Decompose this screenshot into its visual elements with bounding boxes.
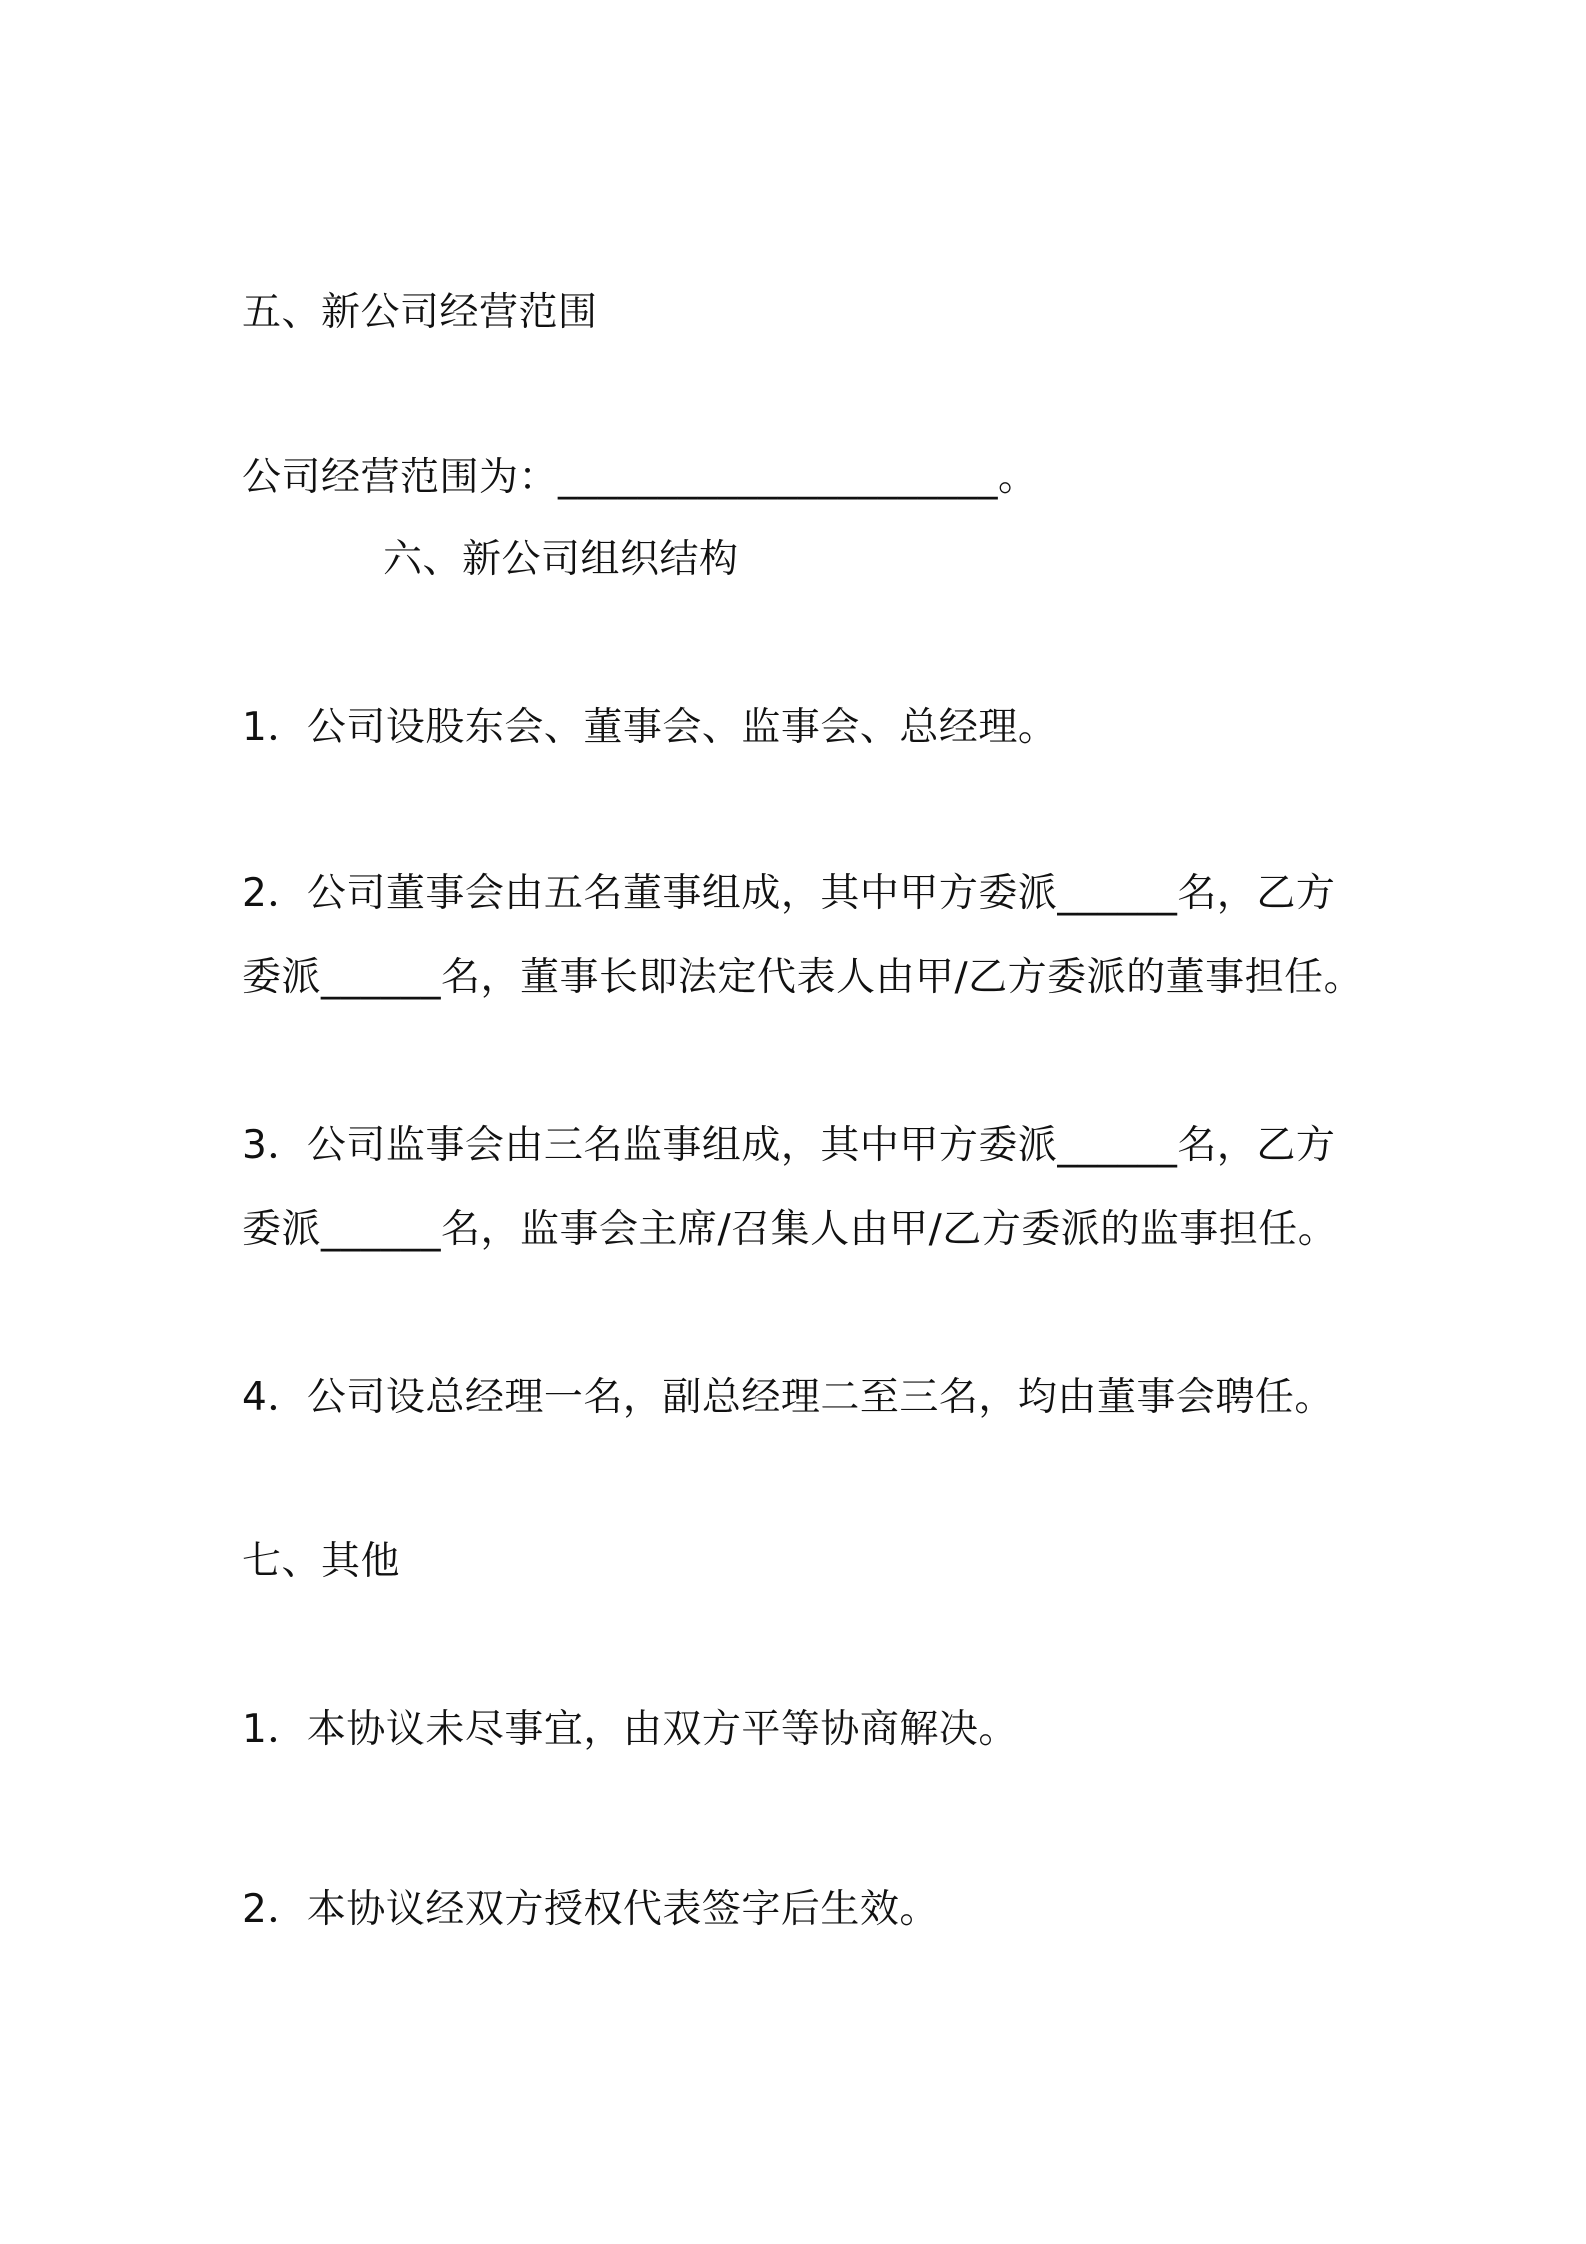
other-item-2: 2．本协议经双方授权代表签字后生效。 [242,1887,939,1932]
org-item-2-line-1: 2．公司董事会由五名董事组成，其中甲方委派______名，乙方 [242,871,1336,916]
org-item-3-line-2: 委派______名，监事会主席/召集人由甲/乙方委派的监事担任。 [242,1207,1338,1252]
section-5-heading: 五、新公司经营范围 [242,290,598,335]
other-item-1: 1．本协议未尽事宜，由双方平等协商解决。 [242,1707,1018,1752]
org-item-1: 1．公司设股东会、董事会、监事会、总经理。 [242,705,1058,750]
section-6-heading: 六、新公司组织结构 [383,537,739,582]
org-item-2-line-2: 委派______名，董事长即法定代表人由甲/乙方委派的董事担任。 [242,955,1364,1000]
section-7-heading: 七、其他 [242,1539,401,1584]
org-item-4: 4．公司设总经理一名，副总经理二至三名，均由董事会聘任。 [242,1375,1334,1420]
org-item-3-line-1: 3．公司监事会由三名监事组成，其中甲方委派______名，乙方 [242,1123,1336,1168]
business-scope-line: 公司经营范围为：______________________。 [242,455,1038,500]
